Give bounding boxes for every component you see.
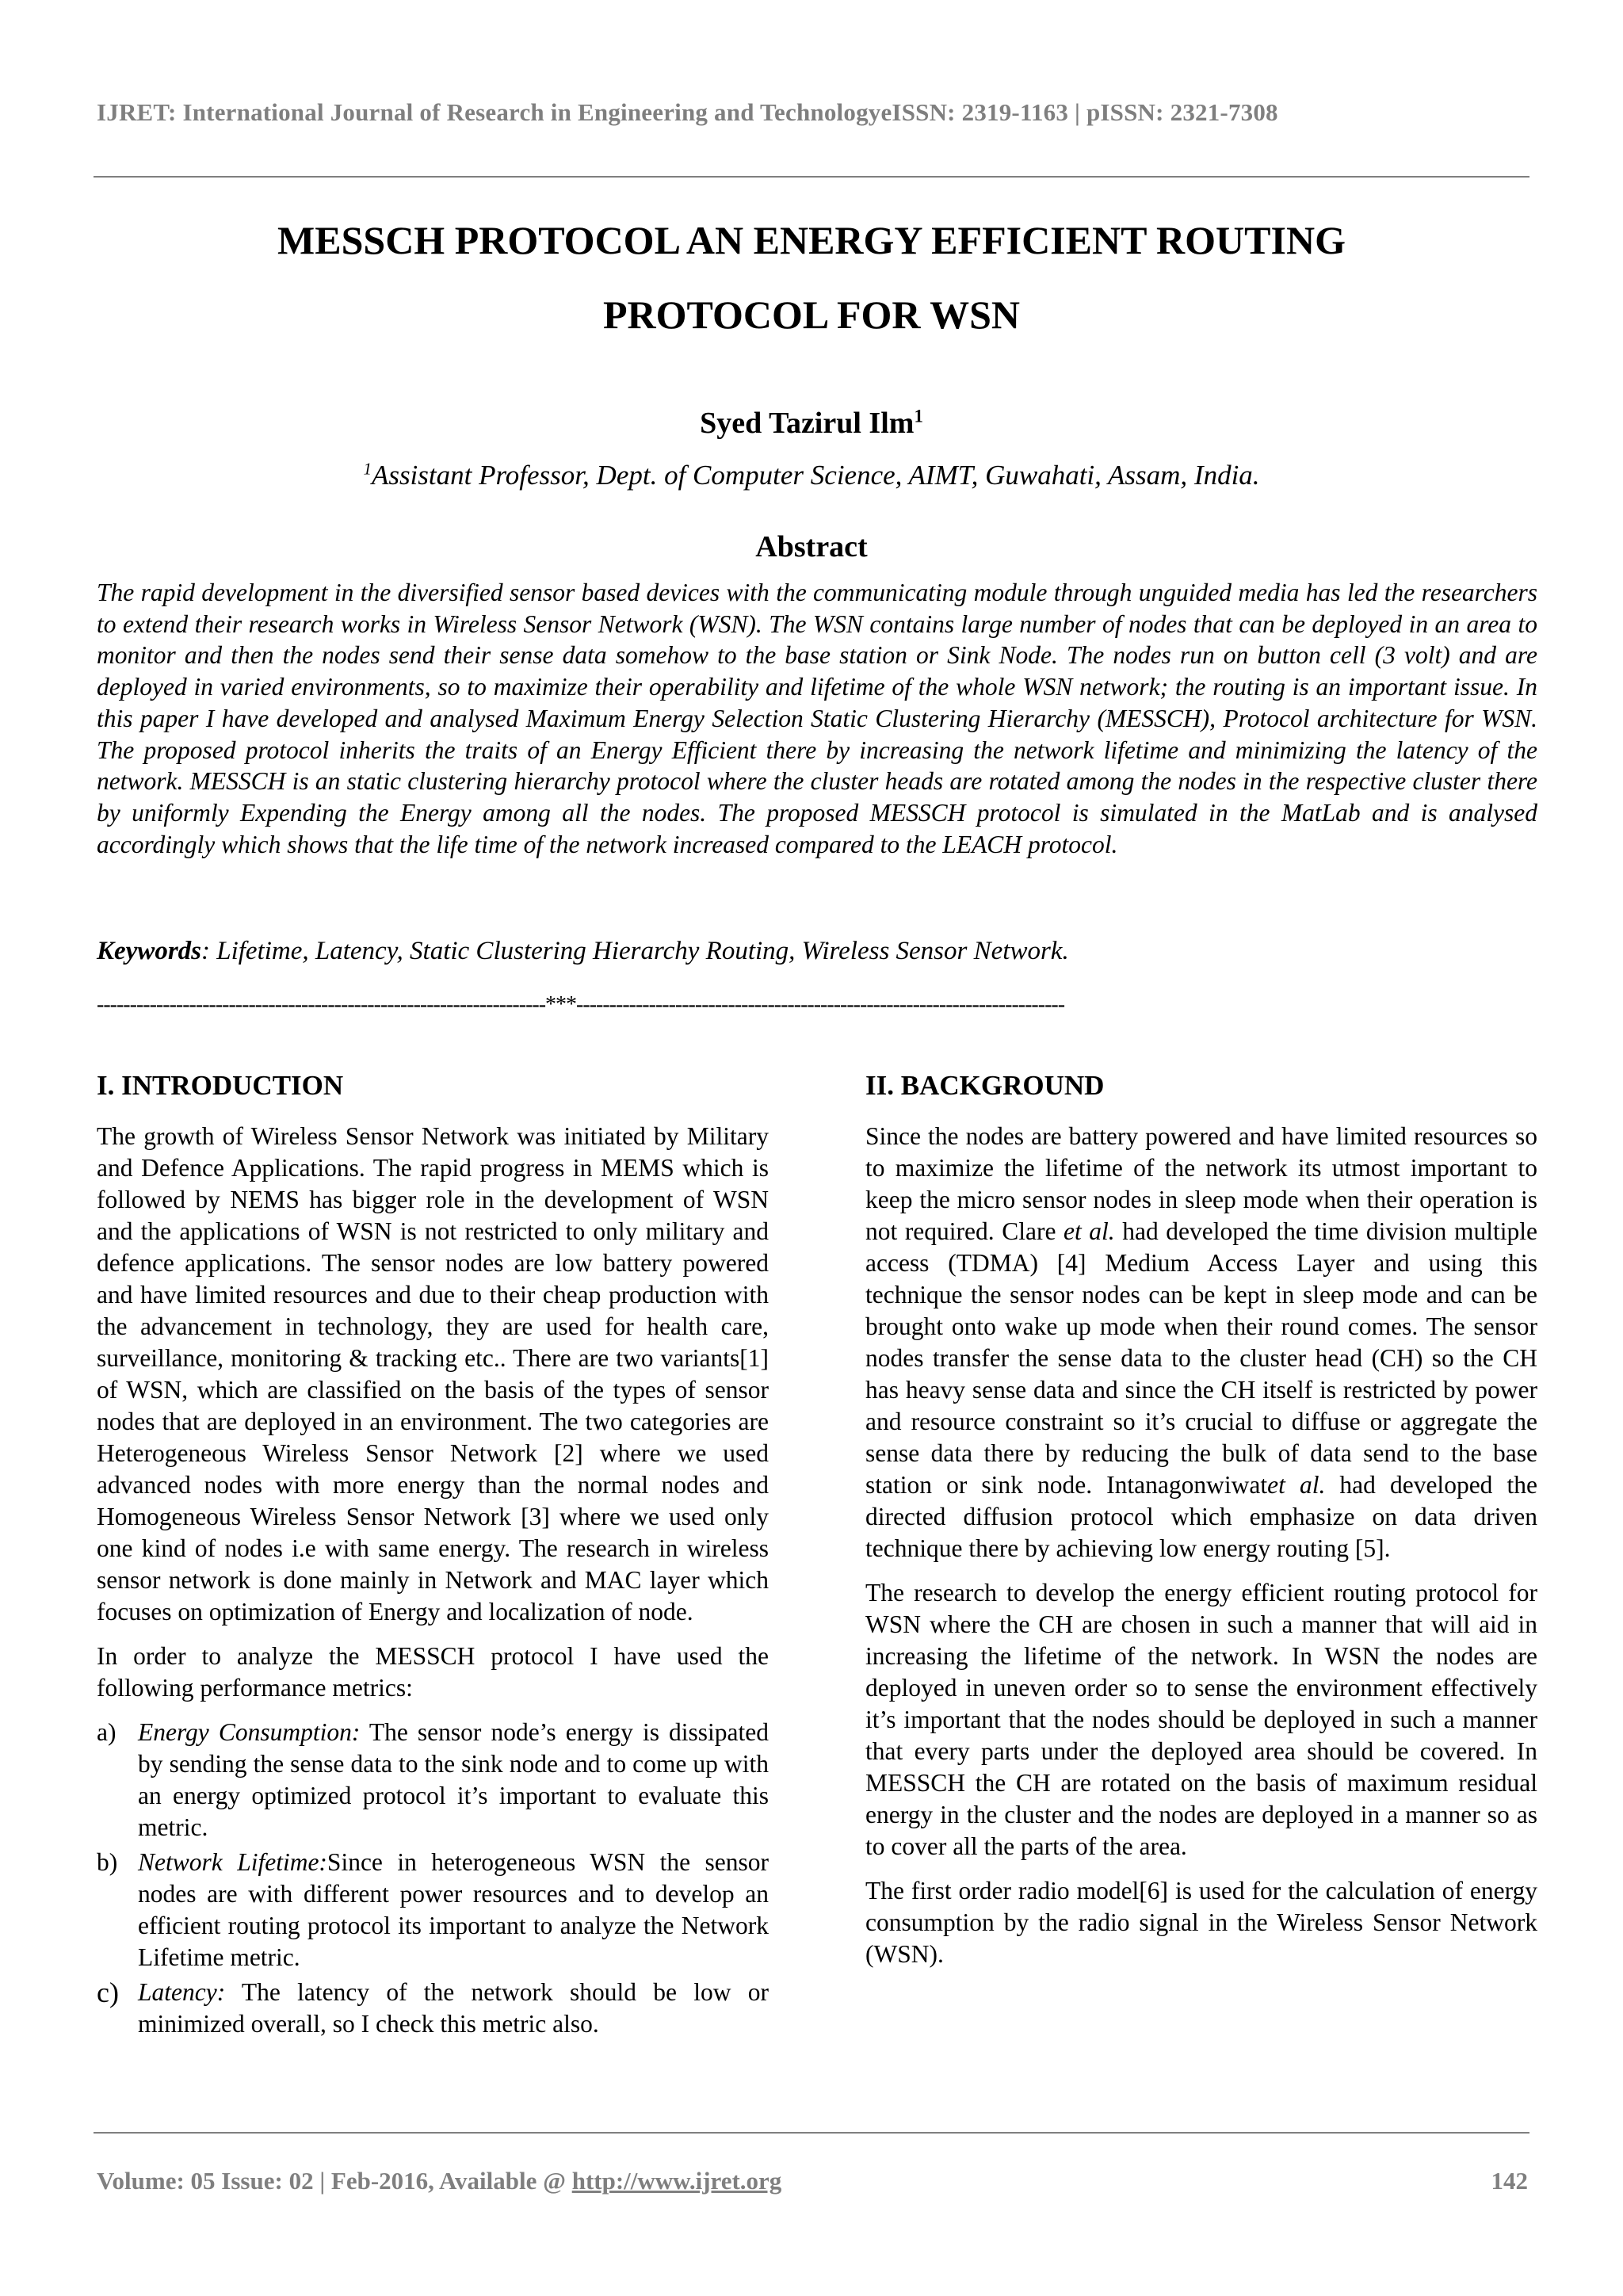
background-paragraph-2: The research to develop the energy efficient routing protocol for WSN where the CH are chosen in such a manner that will aid in increasing the lifetime of the network. In WSN the nodes are deployed in uneven order so to sense the environment effectively it’s important that the nodes should be deployed in such a manner that every parts under the deployed area should be covered. In MESSCH the CH are rotated on the basis of maximum residual energy in the cluster and the nodes are deployed in a manner so as to cover all the parts of the area.: [865, 1579, 1537, 1860]
paper-title-line-1: MESSCH PROTOCOL AN ENERGY EFFICIENT ROUTING: [277, 218, 1346, 262]
metric-term: Latency:: [138, 1978, 226, 2006]
paper-title-line-2: PROTOCOL FOR WSN: [602, 292, 1021, 337]
citation-et-al: et al.: [1267, 1471, 1326, 1499]
author-name: [94, 406, 1529, 441]
list-marker: a): [97, 1718, 116, 1746]
keywords-label: Keywords: [97, 937, 201, 965]
background-column: [865, 1070, 1537, 1983]
background-text: had developed the directed diffusion protocol which emphasize on data driven technique there by achieving low energy routing [5].: [865, 1471, 1537, 1562]
author-affiliation: [94, 460, 1529, 491]
page-footer: [97, 2167, 1528, 2195]
author-name-text: Syed Tazirul Ilm: [700, 407, 915, 440]
list-marker: b): [97, 1848, 118, 1876]
background-heading: II. BACKGROUND: [865, 1070, 1105, 1101]
metric-term: Network Lifetime:: [138, 1848, 327, 1876]
abstract-heading: Abstract: [755, 530, 868, 563]
page-number: 142: [1491, 2167, 1528, 2195]
metric-description: The latency of the network should be low or minimized overall, so I check this metric also.: [138, 1978, 769, 2038]
metric-description: The sensor node’s energy is dissipated by sending the sense data to the sink node and to come up with an energy optimized protocol it’s important to evaluate this metric.: [138, 1718, 769, 1841]
list-marker: c): [97, 1977, 119, 2008]
abstract-body: The rapid development in the diversified sensor based devices with the communicating module through unguided media has led the researchers to extend their research works in Wireless Sensor Network (WSN). The WSN contains large number of nodes that can be deployed in an area to monitor and then the nodes send their sense data somehow to the base station or Sink Node. The nodes run on button cell (3 volt) and are deployed in varied environments, so to maximize their operability and lifetime of the whole WSN network; the routing is an important issue. In this paper I have developed and analysed Maximum Energy Selection Static Clustering Hierarchy (MESSCH), Protocol architecture for WSN. The proposed protocol inherits the traits of an Energy Efficient there by increasing the network lifetime and minimizing the latency of the network. MESSCH is an static clustering hierarchy protocol where the cluster heads are rotated among the nodes in the respective cluster there by uniformly Expending the Energy among all the nodes. The proposed MESSCH protocol is simulated in the MatLab and is analysed accordingly which shows that the life time of the network increased compared to the LEACH protocol.: [97, 579, 1537, 858]
section-divider: --------------------------------------------------------------------***--------------------------------------------------------------------------: [97, 992, 1065, 1017]
introduction-paragraph-2: In order to analyze the MESSCH protocol I have used the following performance metrics:: [97, 1642, 769, 1702]
background-paragraph-3: The first order radio model[6] is used for the calculation of energy consumption by the radio signal in the Wireless Sensor Network (WSN).: [865, 1877, 1537, 1968]
affiliation-text: Assistant Professor, Dept. of Computer Science, AIMT, Guwahati, Assam, India.: [371, 460, 1260, 491]
citation-et-al: et al.: [1064, 1217, 1115, 1245]
metric-list-item: [97, 1847, 769, 1973]
background-text: had developed the time division multiple access (TDMA) [4] Medium Access Layer and using this technique the sensor nodes can be kept in sleep mode and can be brought onto wake up mode when their round comes. The sensor nodes transfer the sense data to the cluster head (CH) so the CH has heavy sense data and since the CH itself is restricted by power and resource constraint so it’s crucial to diffuse or aggregate the sense data there by reducing the bulk of data send to the base station or sink node. Intanagonwiwat: [865, 1217, 1537, 1499]
metric-description: Since in heterogeneous WSN the sensor nodes are with different power resources and to develop an efficient routing protocol its important to analyze the Network Lifetime metric.: [138, 1848, 769, 1971]
header-rule: [94, 176, 1529, 178]
journal-header: IJRET: International Journal of Research in Engineering and TechnologyeISSN: 2319-1163 | pISSN: 2321-7308: [97, 98, 1278, 126]
affiliation-superscript: 1: [363, 459, 372, 479]
background-text: Since the nodes are battery powered and have limited resources so to maximize the lifetime of the network its utmost important to keep the micro sensor nodes in sleep mode when their operation is not required. Clare: [865, 1122, 1537, 1245]
keywords-line: [97, 937, 1537, 966]
introduction-heading: I. INTRODUCTION: [97, 1070, 344, 1101]
journal-website-link[interactable]: http://www.ijret.org: [571, 2167, 782, 2195]
keywords-text: : Lifetime, Latency, Static Clustering Hierarchy Routing, Wireless Sensor Network.: [201, 937, 1069, 965]
metric-term: Energy Consumption:: [138, 1718, 361, 1746]
background-paragraph-1: [865, 1121, 1537, 1564]
metric-list-item: [97, 1977, 769, 2040]
introduction-column: [97, 1070, 769, 2043]
author-superscript: 1: [914, 406, 923, 426]
footer-volume-info: Volume: 05 Issue: 02 | Feb-2016, Available @: [97, 2167, 572, 2195]
metric-list-item: [97, 1717, 769, 1843]
introduction-paragraph-1: The growth of Wireless Sensor Network was initiated by Military and Defence Applications. The rapid progress in MEMS which is followed by NEMS has bigger role in the development of WSN and the applications of WSN is not restricted to only military and defence applications. The sensor nodes are low battery powered and have limited resources and due to their cheap production with the advancement in technology, they are used for health care, surveillance, monitoring & tracking etc.. There are two variants[1] of WSN, which are classified on the basis of the types of sensor nodes that are deployed in an environment. The two categories are Heterogeneous Wireless Sensor Network [2] where we used advanced nodes with more energy than the normal nodes and Homogeneous Wireless Sensor Network [3] where we used only one kind of nodes i.e with same energy. The research in wireless sensor network is done mainly in Network and MAC layer which focuses on optimization of Energy and localization of node.: [97, 1122, 769, 1626]
footer-rule: [94, 2132, 1529, 2134]
